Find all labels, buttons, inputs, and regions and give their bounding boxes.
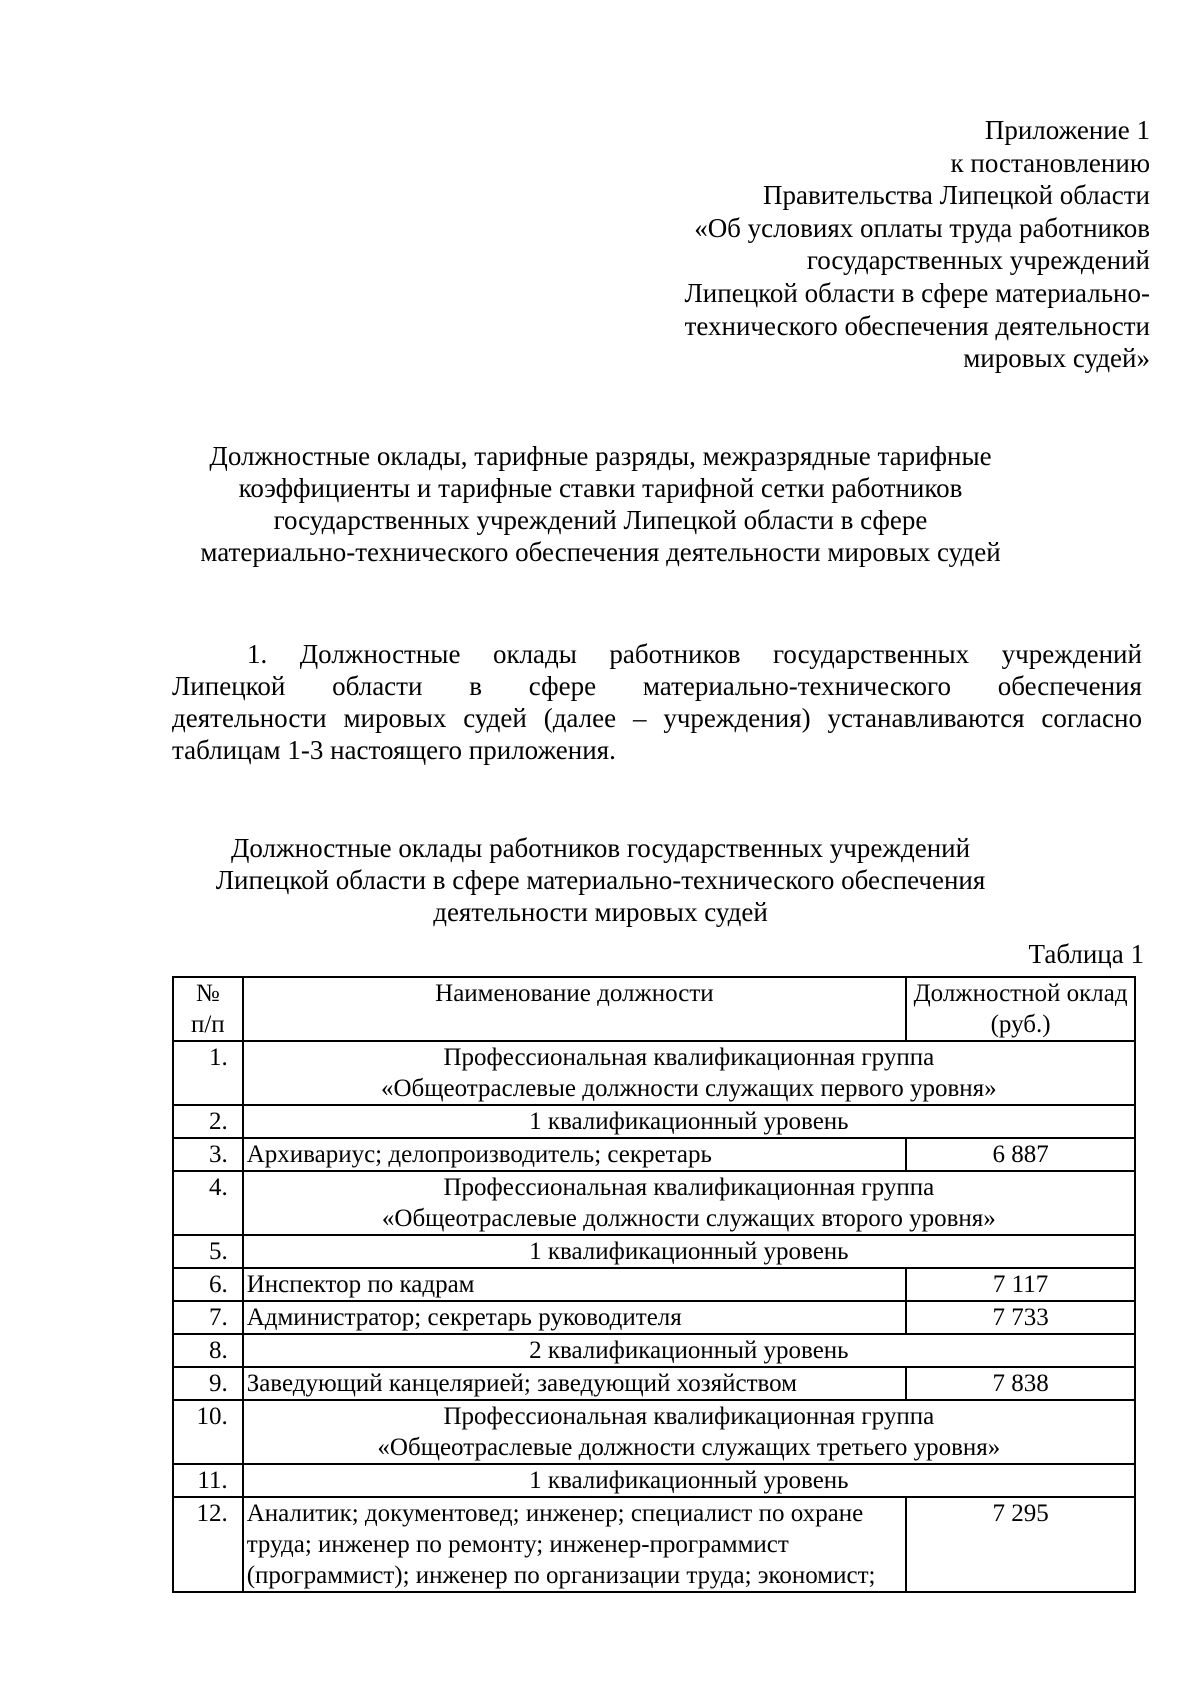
cell-text-line: 1 квалификационный уровень xyxy=(529,1467,849,1494)
document-title xyxy=(158,440,1043,568)
word: сфере xyxy=(528,671,597,701)
table-row xyxy=(173,1301,1135,1334)
salary-cell: 7 117 xyxy=(906,1268,1135,1301)
appendix-line: к постановлению xyxy=(950,147,1150,178)
cell-text-line: Профессиональная квалификационная группа xyxy=(443,1403,935,1430)
word: Должностные xyxy=(299,639,461,669)
row-number: 8. xyxy=(173,1334,243,1367)
cell-text-line: Инспектор по кадрам xyxy=(246,1271,475,1298)
table-title-line: Липецкой области в сфере материально-технического обеспечения xyxy=(215,865,986,895)
row-number: 3. xyxy=(173,1138,243,1171)
paragraph-line-4 xyxy=(172,734,1142,766)
word: деятельности xyxy=(172,703,327,733)
appendix-line: государственных учреждений xyxy=(806,245,1150,276)
word: учреждения) xyxy=(663,703,811,733)
cell-text-line: Администратор; секретарь руководителя xyxy=(246,1304,682,1331)
word: материально-технического xyxy=(642,671,951,701)
header-salary xyxy=(906,977,1135,1041)
word: области xyxy=(332,671,423,701)
table-row xyxy=(173,1367,1135,1400)
table-title xyxy=(158,832,1043,928)
row-number: 4. xyxy=(173,1171,243,1235)
salary-cell: 7 838 xyxy=(906,1367,1135,1400)
title-line: государственных учреждений Липецкой области в сфере xyxy=(273,505,928,535)
group-heading-cell xyxy=(243,1171,1135,1235)
row-number: 10. xyxy=(173,1400,243,1464)
position-name-cell xyxy=(243,1367,906,1400)
table-row xyxy=(173,1400,1135,1464)
body-paragraph xyxy=(172,638,1142,766)
appendix-line: «Об условиях оплаты труда работников xyxy=(694,212,1150,243)
table-row xyxy=(173,1464,1135,1497)
cell-text-line: 1 квалификационный уровень xyxy=(529,1238,849,1265)
word: работников xyxy=(609,639,741,669)
table-row xyxy=(173,1497,1135,1592)
position-name-cell xyxy=(243,1497,906,1592)
row-number: 5. xyxy=(173,1235,243,1268)
row-number: 2. xyxy=(173,1105,243,1138)
title-line: материально-технического обеспечения деятельности мировых судей xyxy=(200,537,1001,567)
row-number: 6. xyxy=(173,1268,243,1301)
word: государственных xyxy=(773,639,970,669)
paragraph-line-2 xyxy=(172,670,1142,702)
appendix-line: мировых судей» xyxy=(963,343,1150,374)
paragraph-text: таблицам 1-3 настоящего приложения. xyxy=(172,735,616,765)
word: учреждений xyxy=(1001,639,1142,669)
header-number-line: № xyxy=(195,980,220,1007)
cell-text-line: 2 квалификационный уровень xyxy=(529,1337,849,1364)
word: – xyxy=(632,703,647,733)
header-position-name: Наименование должности xyxy=(243,977,906,1041)
row-number: 12. xyxy=(173,1497,243,1592)
appendix-line: Липецкой области в сфере материально- xyxy=(684,277,1150,308)
table-row xyxy=(173,1268,1135,1301)
paragraph-line-1 xyxy=(172,638,1142,670)
title-line: Должностные оклады, тарифные разряды, межразрядные тарифные xyxy=(209,441,992,471)
group-heading-cell xyxy=(243,1235,1135,1268)
title-line: коэффициенты и тарифные ставки тарифной сетки работников xyxy=(238,473,963,503)
position-name-cell xyxy=(243,1268,906,1301)
word: судей xyxy=(463,703,527,733)
table-row xyxy=(173,1171,1135,1235)
cell-text-line: Заведующий канцелярией; заведующий хозяйством xyxy=(246,1370,797,1397)
header-salary-line: (руб.) xyxy=(990,1011,1051,1038)
salary-cell: 7 295 xyxy=(906,1497,1135,1592)
cell-text-line: (программист); инженер по организации труда; экономист; xyxy=(246,1562,876,1589)
group-heading-cell xyxy=(243,1105,1135,1138)
group-heading-cell xyxy=(243,1334,1135,1367)
cell-text-line: «Общеотраслевые должности служащих первого уровня» xyxy=(381,1075,997,1102)
table-label: Таблица 1 xyxy=(1028,939,1144,969)
group-heading-cell xyxy=(243,1400,1135,1464)
table-title-line: Должностные оклады работников государственных учреждений xyxy=(230,833,971,863)
word: оклады xyxy=(492,639,577,669)
table-row xyxy=(173,1235,1135,1268)
cell-text-line: Профессиональная квалификационная группа xyxy=(443,1174,935,1201)
cell-text-line: «Общеотраслевые должности служащих второго уровня» xyxy=(381,1205,996,1232)
cell-text-line: 1 квалификационный уровень xyxy=(529,1108,849,1135)
group-heading-cell xyxy=(243,1464,1135,1497)
appendix-line: Правительства Липецкой области xyxy=(762,180,1150,211)
row-number: 7. xyxy=(173,1301,243,1334)
appendix-line: Приложение 1 xyxy=(984,115,1150,145)
word: 1. xyxy=(247,639,268,669)
row-number: 11. xyxy=(173,1464,243,1497)
word: согласно xyxy=(1041,703,1142,733)
word: в xyxy=(469,671,482,701)
cell-text-line: труда; инженер по ремонту; инженер-программист xyxy=(246,1531,789,1558)
position-name-cell xyxy=(243,1301,906,1334)
salary-cell: 7 733 xyxy=(906,1301,1135,1334)
header-salary-line: Должностной оклад xyxy=(913,980,1128,1007)
paragraph-line-3 xyxy=(172,702,1142,734)
header-number xyxy=(173,977,243,1041)
cell-text-line: Аналитик; документовед; инженер; специалист по охране xyxy=(246,1500,864,1527)
table-title-line: деятельности мировых судей xyxy=(433,897,768,927)
table-row xyxy=(173,1138,1135,1171)
word: устанавливаются xyxy=(827,703,1025,733)
table-header-row xyxy=(173,977,1135,1041)
cell-text-line: Профессиональная квалификационная группа xyxy=(443,1044,935,1071)
cell-text-line: «Общеотраслевые должности служащих третьего уровня» xyxy=(377,1434,1001,1461)
salary-table xyxy=(172,976,1136,1593)
row-number: 9. xyxy=(173,1367,243,1400)
salary-cell: 6 887 xyxy=(906,1138,1135,1171)
appendix-header xyxy=(550,114,1150,375)
table-row xyxy=(173,1334,1135,1367)
word: обеспечения xyxy=(997,671,1142,701)
table-row xyxy=(173,1041,1135,1105)
cell-text-line: Архивариус; делопроизводитель; секретарь xyxy=(246,1141,712,1168)
appendix-line: технического обеспечения деятельности xyxy=(684,310,1150,341)
table-row xyxy=(173,1105,1135,1138)
word: мировых xyxy=(343,703,447,733)
word: Липецкой xyxy=(172,671,286,701)
header-number-line: п/п xyxy=(190,1011,225,1038)
table-body xyxy=(173,1041,1135,1592)
word: (далее xyxy=(543,703,617,733)
group-heading-cell xyxy=(243,1041,1135,1105)
row-number: 1. xyxy=(173,1041,243,1105)
position-name-cell xyxy=(243,1138,906,1171)
